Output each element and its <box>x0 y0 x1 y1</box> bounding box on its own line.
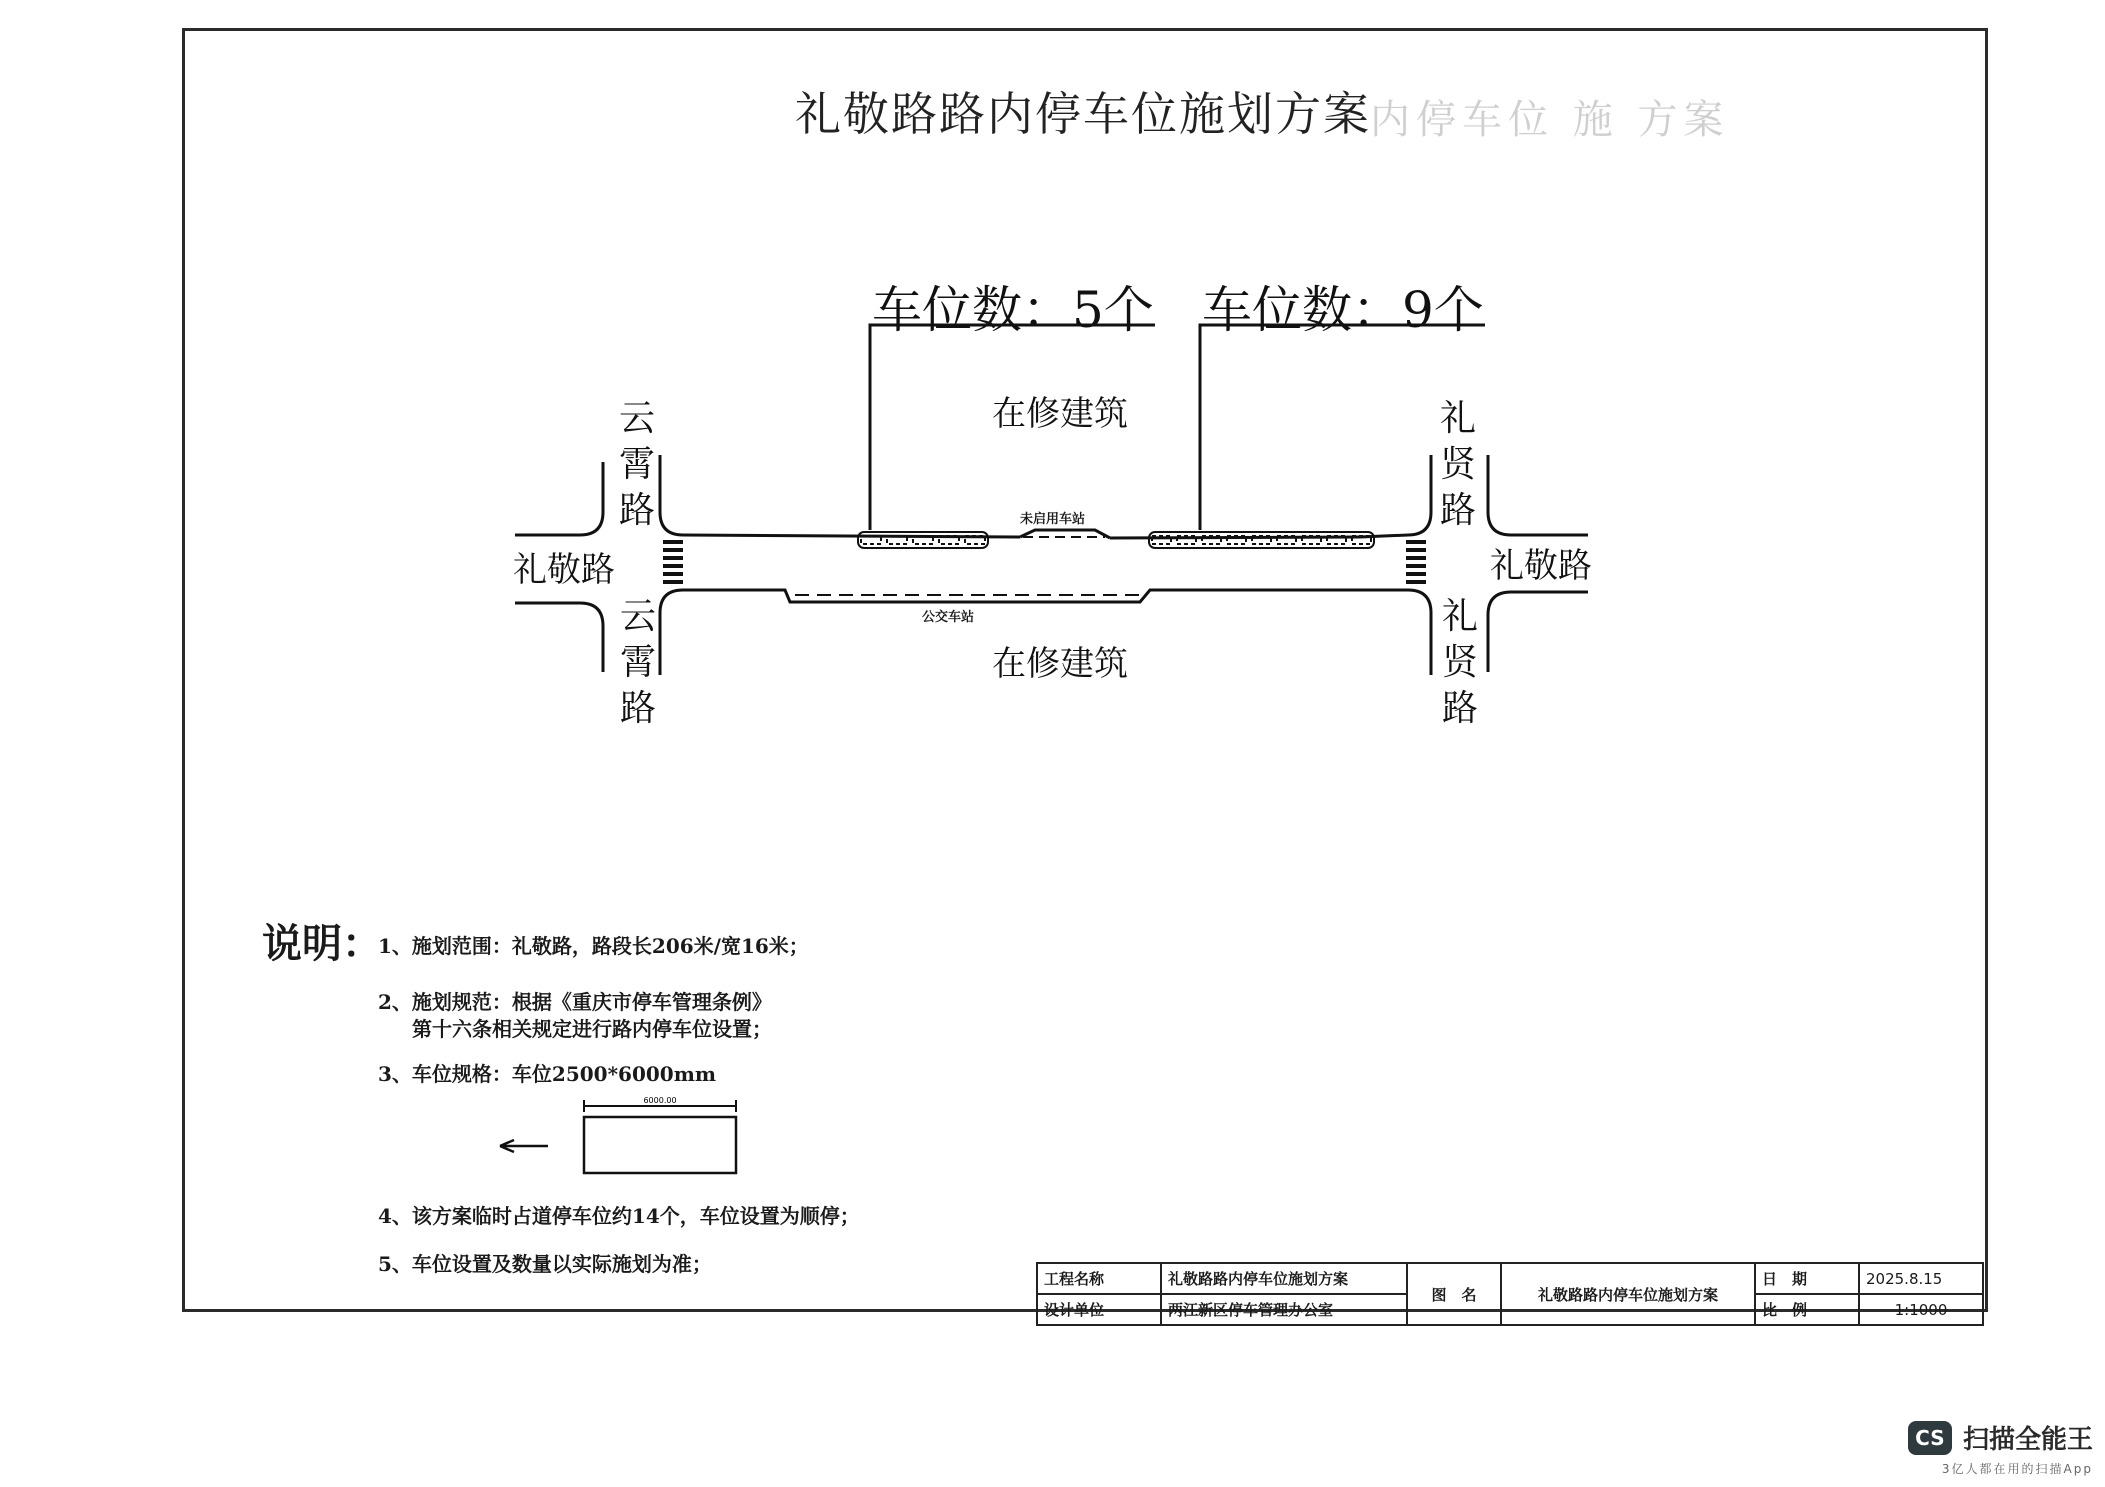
scanner-watermark <box>1908 1419 2093 1477</box>
parking-spots-left <box>858 532 988 548</box>
watermark-app-name: 扫描全能王 <box>1962 1425 2093 1455</box>
yunxiao-road-label-bottom: 云霄路 <box>619 596 656 729</box>
parking-left-outline <box>858 532 988 548</box>
spec-parking-rect <box>584 1117 736 1173</box>
bus-station-label: 公交车站 <box>922 610 975 625</box>
scale-label: 比 例 <box>1755 1294 1859 1325</box>
lixian-road-bottom-left-curb <box>1408 590 1431 675</box>
lixian-road-bottom-right-curb <box>1488 592 1588 672</box>
yunxiao-road-bottom-left-curb <box>515 603 603 672</box>
crosswalk-right <box>1406 540 1426 584</box>
yunxiao-road-bottom-right-curb <box>660 590 683 675</box>
yunxiao-road-top-right-curb <box>660 455 1020 537</box>
note-item-3: 3、车位规格：车位2500*6000mm <box>378 1062 717 1086</box>
note-item-1: 1、施划范围：礼敬路，路段长206米/宽16米； <box>378 934 809 958</box>
yunxiao-road-top-left-curb <box>515 462 603 535</box>
parking-right-outline <box>1149 532 1374 548</box>
design-unit-value: 两江新区停车管理办公室 <box>1161 1294 1407 1325</box>
project-name-value: 礼敬路路内停车位施划方案 <box>1161 1263 1407 1294</box>
parking-spots-right <box>1149 532 1374 548</box>
title-block <box>1036 1262 1984 1326</box>
project-name-label: 工程名称 <box>1037 1263 1161 1294</box>
north-curb-mid-b <box>1110 537 1360 538</box>
drawing-title: 礼敬路路内停车位施划方案 <box>795 87 1371 141</box>
figure-name-value: 礼敬路路内停车位施划方案 <box>1501 1263 1755 1325</box>
arrow-left-icon <box>500 1140 548 1152</box>
lixian-road-label-bottom: 礼贤路 <box>1441 596 1478 729</box>
right-parking-count: 车位数：9个 <box>1202 281 1484 339</box>
lixian-road-label-top: 礼贤路 <box>1439 398 1476 531</box>
yunxiao-road-label-top: 云霄路 <box>618 398 655 531</box>
building-top-label: 在修建筑 <box>992 394 1128 434</box>
building-bottom-label: 在修建筑 <box>992 644 1128 684</box>
note-item-2-cont: 第十六条相关规定进行路内停车位设置； <box>412 1017 772 1041</box>
lixian-road-top-right-curb <box>1488 455 1588 535</box>
lijing-road-label-right: 礼敬路 <box>1490 546 1592 586</box>
date-value: 2025.8.15 <box>1859 1263 1983 1294</box>
unused-station-label: 未启用车站 <box>1020 512 1086 527</box>
faded-title-residue: 内停车位 施 方案 <box>1370 97 1730 143</box>
crosswalk-left <box>663 540 683 584</box>
note-item-4: 4、该方案临时占道停车位约14个，车位设置为顺停； <box>378 1204 860 1228</box>
lixian-road-top-left-curb <box>1360 455 1431 537</box>
date-label: 日 期 <box>1755 1263 1859 1294</box>
lijing-road-label-left: 礼敬路 <box>513 550 615 590</box>
spec-illustration <box>500 1100 736 1173</box>
scale-value: 1:1000 <box>1859 1294 1983 1325</box>
spec-dimension-text: 6000.00 <box>643 1096 677 1105</box>
note-item-5: 5、车位设置及数量以实际施划为准； <box>378 1252 712 1276</box>
left-parking-count: 车位数：5个 <box>872 281 1154 339</box>
notes-heading: 说明： <box>262 920 382 967</box>
camscanner-logo-icon: CS <box>1908 1421 1952 1455</box>
figure-name-label: 图 名 <box>1407 1263 1501 1325</box>
design-unit-label: 设计单位 <box>1037 1294 1161 1325</box>
note-item-2: 2、施划规范：根据《重庆市停车管理条例》 <box>378 990 772 1014</box>
watermark-subtitle: 3亿人都在用的扫描App <box>1941 1462 2093 1476</box>
